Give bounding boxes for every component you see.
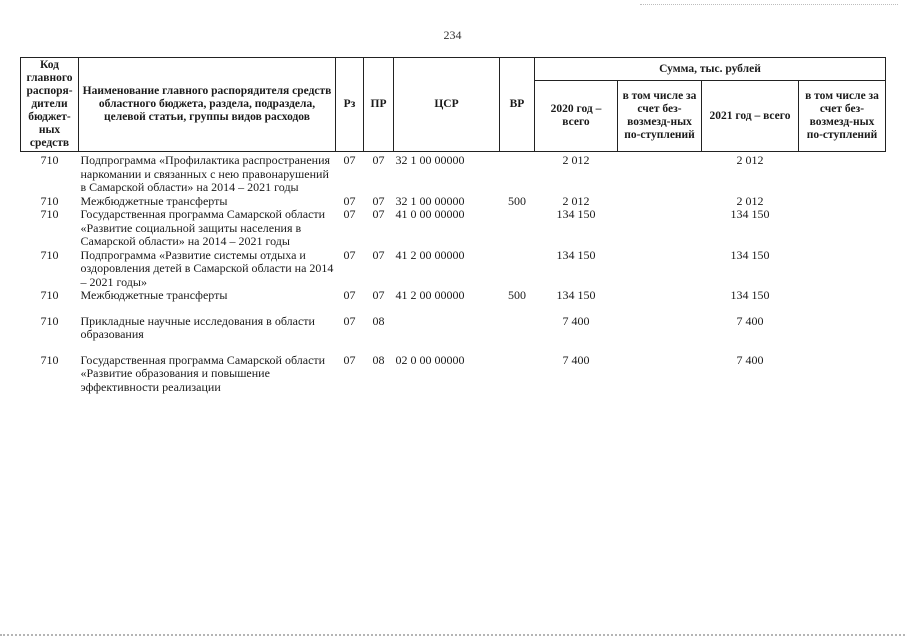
top-edge-line — [640, 4, 898, 5]
cell-2020-free — [618, 208, 702, 249]
cell-2020-free — [618, 195, 702, 209]
table-row — [21, 195, 886, 209]
cell-2021-total: 2 012 — [736, 193, 764, 208]
header-2020-total: 2020 год – всего — [535, 81, 618, 152]
cell-pr: 07 — [372, 288, 385, 302]
cell-2020-total: 134 150 — [556, 247, 596, 262]
cell-2021-free — [799, 289, 886, 303]
table-row — [21, 315, 886, 342]
cell-code: 710 — [40, 313, 59, 328]
cell-2020-total: 7 400 — [562, 352, 590, 367]
cell-pr: 07 — [372, 207, 385, 221]
cell-name: Межбюджетные трансферты — [80, 288, 228, 302]
cell-rz: 07 — [343, 153, 356, 167]
cell-2021-free — [799, 195, 886, 209]
cell-name: Государственная программа Самарской области «Развитие образования и повышение эффективности реализации — [80, 352, 326, 394]
cell-code: 710 — [40, 153, 59, 167]
cell-csr: 02 0 00 00000 — [395, 352, 465, 367]
cell-csr — [394, 315, 500, 342]
cell-csr: 41 2 00 00000 — [395, 288, 465, 302]
cell-code: 710 — [40, 247, 59, 262]
budget-table — [20, 57, 886, 394]
cell-2021-total: 2 012 — [736, 153, 764, 167]
cell-vr: 500 — [508, 288, 526, 302]
cell-pr: 07 — [372, 247, 385, 262]
header-name: Наименование главного распорядителя средств областного бюджета, раздела, подраздела, целевой статьи, группы видов расходов — [79, 58, 336, 152]
header-pr: ПР — [364, 58, 394, 152]
cell-rz: 07 — [343, 193, 356, 208]
table-body — [21, 152, 886, 395]
cell-name: Подпрограмма «Профилактика распространения наркомании и связанных с нею правонарушений в Самарской области» на 2014 – 2021 годы — [80, 153, 331, 194]
cell-name: Межбюджетные трансферты — [80, 193, 228, 208]
cell-vr — [500, 354, 535, 395]
cell-csr: 41 0 00 00000 — [395, 207, 465, 221]
bottom-edge-line — [0, 634, 905, 636]
cell-name: Прикладные научные исследования в области образования — [80, 313, 315, 341]
cell-csr: 41 2 00 00000 — [395, 247, 465, 262]
cell-name: Государственная программа Самарской области «Развитие социальной защиты населения в Самарской области» на 2014 – 2021 годы — [80, 207, 326, 248]
cell-rz: 07 — [343, 288, 356, 302]
cell-code: 710 — [40, 193, 59, 208]
cell-vr: 500 — [508, 193, 526, 208]
header-rz: Рз — [336, 58, 364, 152]
cell-code: 710 — [40, 288, 59, 302]
cell-2020-free — [618, 315, 702, 342]
header-2020-free: в том числе за счет без-возмезд-ных по-ступлений — [618, 81, 702, 152]
cell-2020-free — [618, 289, 702, 303]
header-sum: Сумма, тыс. рублей — [535, 58, 886, 81]
cell-2020-free — [618, 354, 702, 395]
cell-2021-total: 134 150 — [730, 247, 770, 262]
table-row — [21, 152, 886, 195]
header-vr: ВР — [500, 58, 535, 152]
cell-2021-free — [799, 208, 886, 249]
cell-pr: 08 — [372, 313, 385, 328]
cell-2020-total: 134 150 — [556, 288, 596, 302]
table-row — [21, 289, 886, 303]
table-row — [21, 354, 886, 395]
cell-2021-total: 7 400 — [736, 313, 764, 328]
cell-2020-total: 2 012 — [562, 193, 590, 208]
table-header — [21, 58, 886, 152]
page-number: 234 — [443, 28, 462, 42]
header-2021-total: 2021 год – всего — [702, 81, 799, 152]
cell-csr: 32 1 00 00000 — [395, 193, 465, 208]
cell-rz: 07 — [343, 207, 356, 221]
cell-2020-total: 7 400 — [562, 313, 590, 328]
cell-2021-total: 134 150 — [730, 207, 770, 221]
cell-rz: 07 — [343, 313, 356, 328]
cell-pr: 07 — [372, 153, 385, 167]
table-row — [21, 208, 886, 249]
row-spacer — [21, 342, 886, 354]
cell-pr: 07 — [372, 193, 385, 208]
cell-code: 710 — [40, 207, 59, 221]
cell-2021-free — [799, 249, 886, 290]
cell-2020-total: 134 150 — [556, 207, 596, 221]
cell-2020-free — [618, 152, 702, 195]
cell-2021-total: 7 400 — [736, 352, 764, 367]
header-2021-free: в том числе за счет без-возмезд-ных по-ступлений — [799, 81, 886, 152]
header-csr: ЦСР — [394, 58, 500, 152]
cell-2021-free — [799, 315, 886, 342]
cell-2021-total: 134 150 — [730, 288, 770, 302]
cell-vr — [500, 315, 535, 342]
cell-code: 710 — [40, 352, 59, 367]
cell-2020-free — [618, 249, 702, 290]
cell-rz: 07 — [343, 352, 356, 367]
cell-name: Подпрограмма «Развитие системы отдыха и оздоровления детей в Самарской области на 2014 – 2021 годы» — [80, 247, 334, 289]
cell-2020-total: 2 012 — [562, 153, 590, 167]
cell-rz: 07 — [343, 247, 356, 262]
cell-vr — [500, 208, 535, 249]
cell-pr: 08 — [372, 352, 385, 367]
row-spacer — [21, 303, 886, 315]
header-code: Код главного распоря-дители бюджет-ных средств — [21, 58, 79, 152]
cell-csr: 32 1 00 00000 — [395, 153, 465, 167]
cell-vr — [500, 249, 535, 290]
cell-2021-free — [799, 152, 886, 195]
cell-2021-free — [799, 354, 886, 395]
cell-vr — [500, 152, 535, 195]
table-row — [21, 249, 886, 290]
